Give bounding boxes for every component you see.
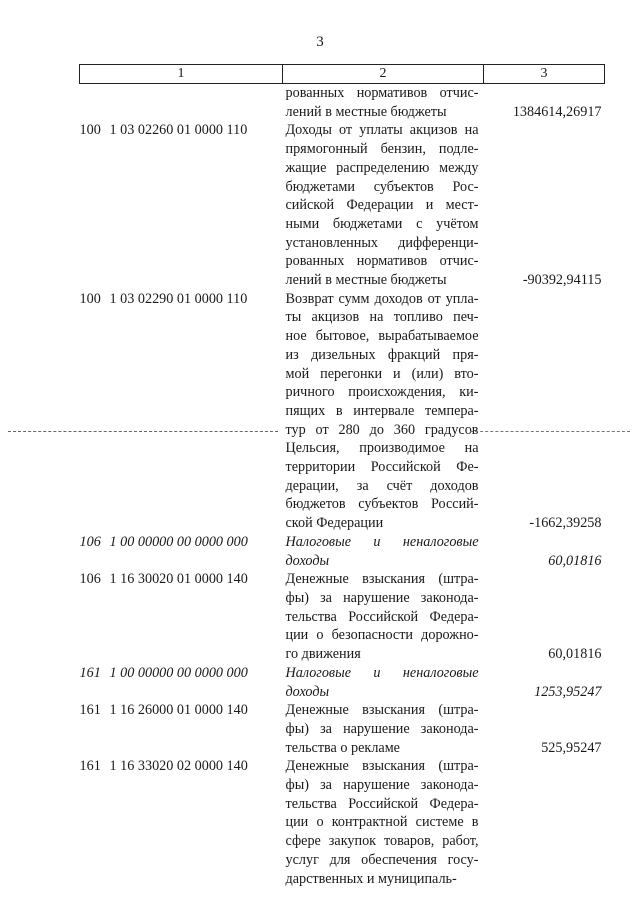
description-line: мой перегонки и (или) вто- bbox=[285, 365, 479, 382]
scan-artifact-line bbox=[8, 431, 278, 432]
description-line: рованных нормативов отчис- bbox=[285, 85, 479, 101]
classification-cell bbox=[80, 570, 283, 664]
classification-cell bbox=[80, 664, 283, 701]
description-line: из дизельных фракций пря- bbox=[285, 346, 479, 363]
description-line: услуг для обеспечения госу- bbox=[285, 851, 479, 868]
budget-classification-code: 1 00 00000 00 0000 000 bbox=[109, 533, 248, 550]
description-line: доходы bbox=[285, 552, 330, 569]
description-line: жащие распределению между bbox=[285, 159, 479, 176]
revenue-table bbox=[79, 64, 605, 888]
description-line: дерации, за счёт доходов bbox=[285, 477, 479, 494]
description-line: Денежные взыскания (штра- bbox=[285, 571, 479, 588]
description-line: ное бытовое, вырабатываемое bbox=[285, 328, 479, 345]
description-line: ции о безопасности дорожно- bbox=[285, 627, 479, 644]
revenue-description bbox=[283, 757, 484, 888]
budget-classification-code: 1 03 02290 01 0000 110 bbox=[109, 290, 248, 307]
description-line: ции о контрактной системе в bbox=[285, 814, 479, 831]
table-row bbox=[80, 290, 605, 533]
revenue-description bbox=[283, 121, 484, 289]
amount-value: 60,01816 bbox=[548, 552, 602, 569]
amount-value: 525,95247 bbox=[541, 739, 602, 756]
classification-cell bbox=[80, 533, 283, 570]
description-line: тельства Российской Федера- bbox=[285, 795, 479, 812]
classification-cell bbox=[80, 84, 283, 122]
table-row bbox=[80, 121, 605, 289]
column-header-2: 2 bbox=[283, 65, 484, 84]
revenue-description bbox=[283, 84, 484, 122]
classification-cell bbox=[80, 290, 283, 533]
table-row bbox=[80, 757, 605, 888]
description-line: Возврат сумм доходов от упла- bbox=[285, 290, 479, 307]
admin-code: 106 bbox=[79, 571, 101, 588]
description-line: прямогонный бензин, подле- bbox=[285, 141, 479, 158]
description-line: тур от 280 до 360 градусов bbox=[285, 421, 479, 438]
table-row bbox=[80, 84, 605, 122]
amount-value: -1662,39258 bbox=[529, 515, 602, 532]
description-line: Налоговые и неналоговые bbox=[285, 533, 479, 550]
description-line: ты акцизов на топливо печ- bbox=[285, 309, 479, 326]
column-header-1: 1 bbox=[80, 65, 283, 84]
revenue-description bbox=[283, 701, 484, 757]
description-line: фы) за нарушение законода- bbox=[285, 589, 479, 606]
description-line: бюджетов субъектов Россий- bbox=[285, 496, 479, 513]
budget-classification-code: 1 16 33020 02 0000 140 bbox=[109, 758, 248, 775]
description-line: территории Российской Фе- bbox=[285, 459, 479, 476]
description-line: доходы bbox=[285, 683, 330, 700]
revenue-description bbox=[283, 533, 484, 570]
revenue-description bbox=[283, 290, 484, 533]
description-line: лений в местные бюджеты bbox=[285, 272, 447, 289]
admin-code: 106 bbox=[79, 533, 101, 550]
admin-code: 161 bbox=[79, 702, 101, 719]
table-row bbox=[80, 533, 605, 570]
admin-code: 100 bbox=[79, 122, 101, 139]
admin-code: 100 bbox=[79, 290, 101, 307]
amount-value: -90392,94115 bbox=[522, 272, 602, 289]
description-line: ской Федерации bbox=[285, 515, 384, 532]
revenue-description bbox=[283, 570, 484, 664]
budget-classification-code: 1 03 02260 01 0000 110 bbox=[109, 122, 248, 139]
classification-cell bbox=[80, 701, 283, 757]
table-body bbox=[80, 84, 605, 889]
description-line: Денежные взыскания (штра- bbox=[285, 702, 479, 719]
budget-classification-code: 1 16 26000 01 0000 140 bbox=[109, 702, 248, 719]
classification-cell bbox=[80, 757, 283, 888]
column-header-3: 3 bbox=[484, 65, 605, 84]
admin-code: 161 bbox=[79, 664, 101, 681]
description-line: ными бюджетами с учётом bbox=[285, 215, 479, 232]
table-row bbox=[80, 664, 605, 701]
description-line: сфере закупок товаров, работ, bbox=[285, 833, 479, 850]
classification-cell bbox=[80, 121, 283, 289]
revenue-description bbox=[283, 664, 484, 701]
description-line: Денежные взыскания (штра- bbox=[285, 758, 479, 775]
amount-value: 1253,95247 bbox=[534, 683, 602, 700]
description-line: ричного происхождения, ки- bbox=[285, 384, 479, 401]
description-line: Доходы от уплаты акцизов на bbox=[285, 122, 479, 139]
description-line: фы) за нарушение законода- bbox=[285, 777, 479, 794]
description-line: тельства Российской Федера- bbox=[285, 608, 479, 625]
description-line: лений в местные бюджеты bbox=[285, 103, 447, 120]
amount-value: 1384614,26917 bbox=[512, 103, 602, 120]
budget-classification-code: 1 16 30020 01 0000 140 bbox=[109, 571, 248, 588]
description-line: установленных дифференци- bbox=[285, 234, 479, 251]
description-line: дарственных и муниципаль- bbox=[285, 870, 457, 887]
description-line: пящих в интервале темпера- bbox=[285, 402, 479, 419]
page-number: 3 bbox=[316, 34, 324, 50]
table-row bbox=[80, 570, 605, 664]
table-row bbox=[80, 701, 605, 757]
amount-value bbox=[484, 757, 605, 888]
description-line: Цельсия, производимое на bbox=[285, 440, 479, 457]
description-line: Налоговые и неналоговые bbox=[285, 664, 479, 681]
description-line: бюджетами субъектов Рос- bbox=[285, 178, 479, 195]
description-line: фы) за нарушение законода- bbox=[285, 720, 479, 737]
description-line: тельства о рекламе bbox=[285, 739, 400, 756]
admin-code: 161 bbox=[79, 758, 101, 775]
description-line: го движения bbox=[285, 646, 361, 663]
scan-artifact-line bbox=[470, 431, 630, 432]
amount-value: 60,01816 bbox=[548, 646, 602, 663]
description-line: сийской Федерации и мест- bbox=[285, 197, 479, 214]
table-header-row bbox=[80, 65, 605, 84]
description-line: рованных нормативов отчис- bbox=[285, 253, 479, 270]
budget-classification-code: 1 00 00000 00 0000 000 bbox=[109, 664, 248, 681]
